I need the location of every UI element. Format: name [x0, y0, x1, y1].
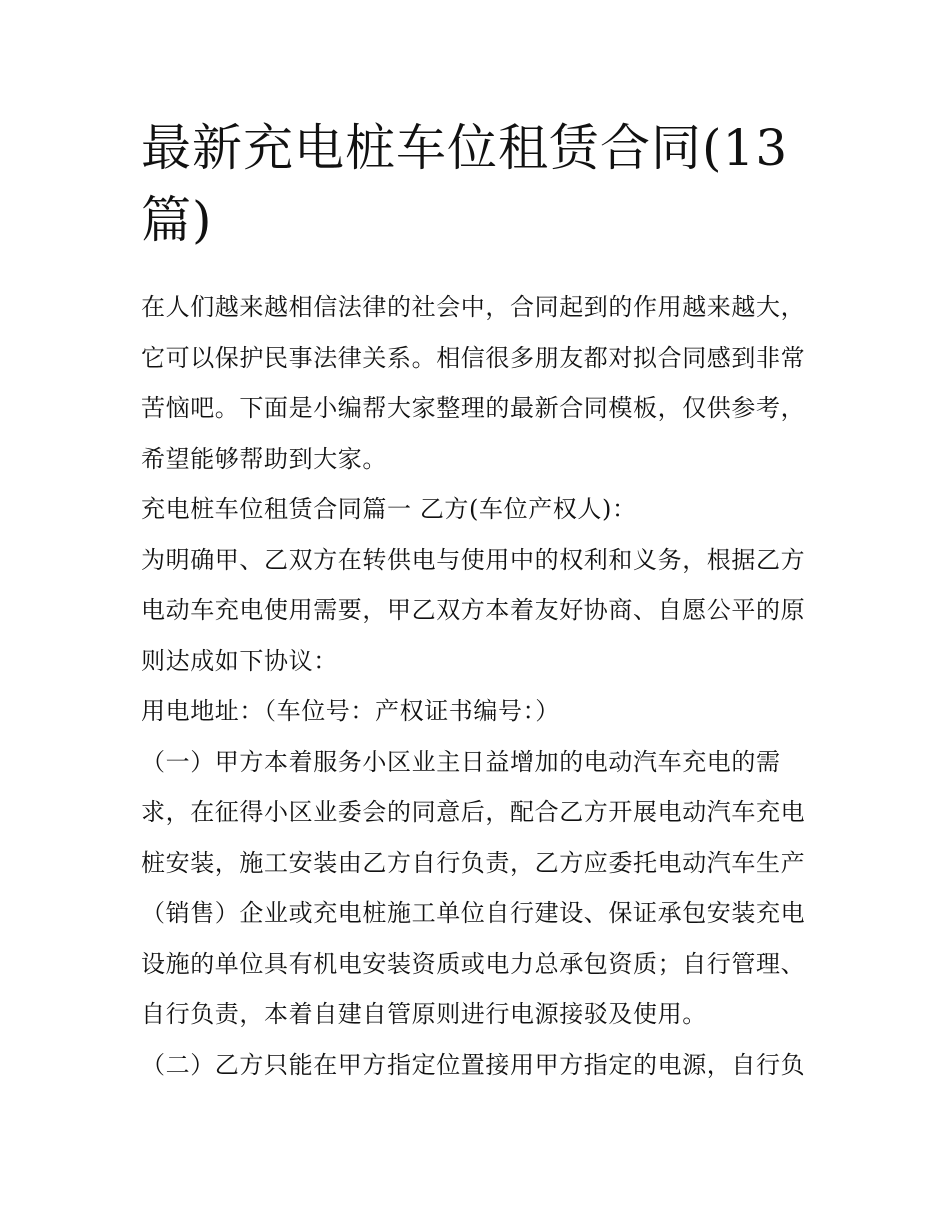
contract-heading: 充电桩车位租赁合同篇一 乙方(车位产权人)：	[141, 495, 637, 523]
clause-one-paragraph: （一）甲方本着服务小区业主日益增加的电动汽车充电的需求，在征得小区业委会的同意后，配合乙方开展电动汽车充电桩安装，施工安装由乙方自行负责，乙方应委托电动汽车生产（销售）企业或充电桩施工单位自行建设、保证承包安装充电设施的单位具有机电安装资质或电力总承包资质；自行管理、自行负责，本着自建自管原则进行电源接驳及使用。	[141, 747, 806, 1028]
clause-two-paragraph: （二）乙方只能在甲方指定位置接用甲方指定的电源，自行负	[141, 1050, 806, 1079]
document-page	[141, 112, 817, 1090]
document-title: 最新充电桩车位租赁合同(13篇)	[141, 119, 789, 249]
purpose-paragraph: 为明确甲、乙双方在转供电与使用中的权利和义务，根据乙方电动车充电使用需要，甲乙双方本着友好协商、自愿公平的原则达成如下协议：	[141, 545, 806, 675]
address-paragraph: 用电地址：（车位号：产权证书编号：）	[141, 697, 560, 725]
intro-paragraph: 在人们越来越相信法律的社会中，合同起到的作用越来越大，它可以保护民事法律关系。相信很多朋友都对拟合同感到非常苦恼吧。下面是小编帮大家整理的最新合同模板，仅供参考，希望能够帮助到大家。	[141, 293, 806, 473]
